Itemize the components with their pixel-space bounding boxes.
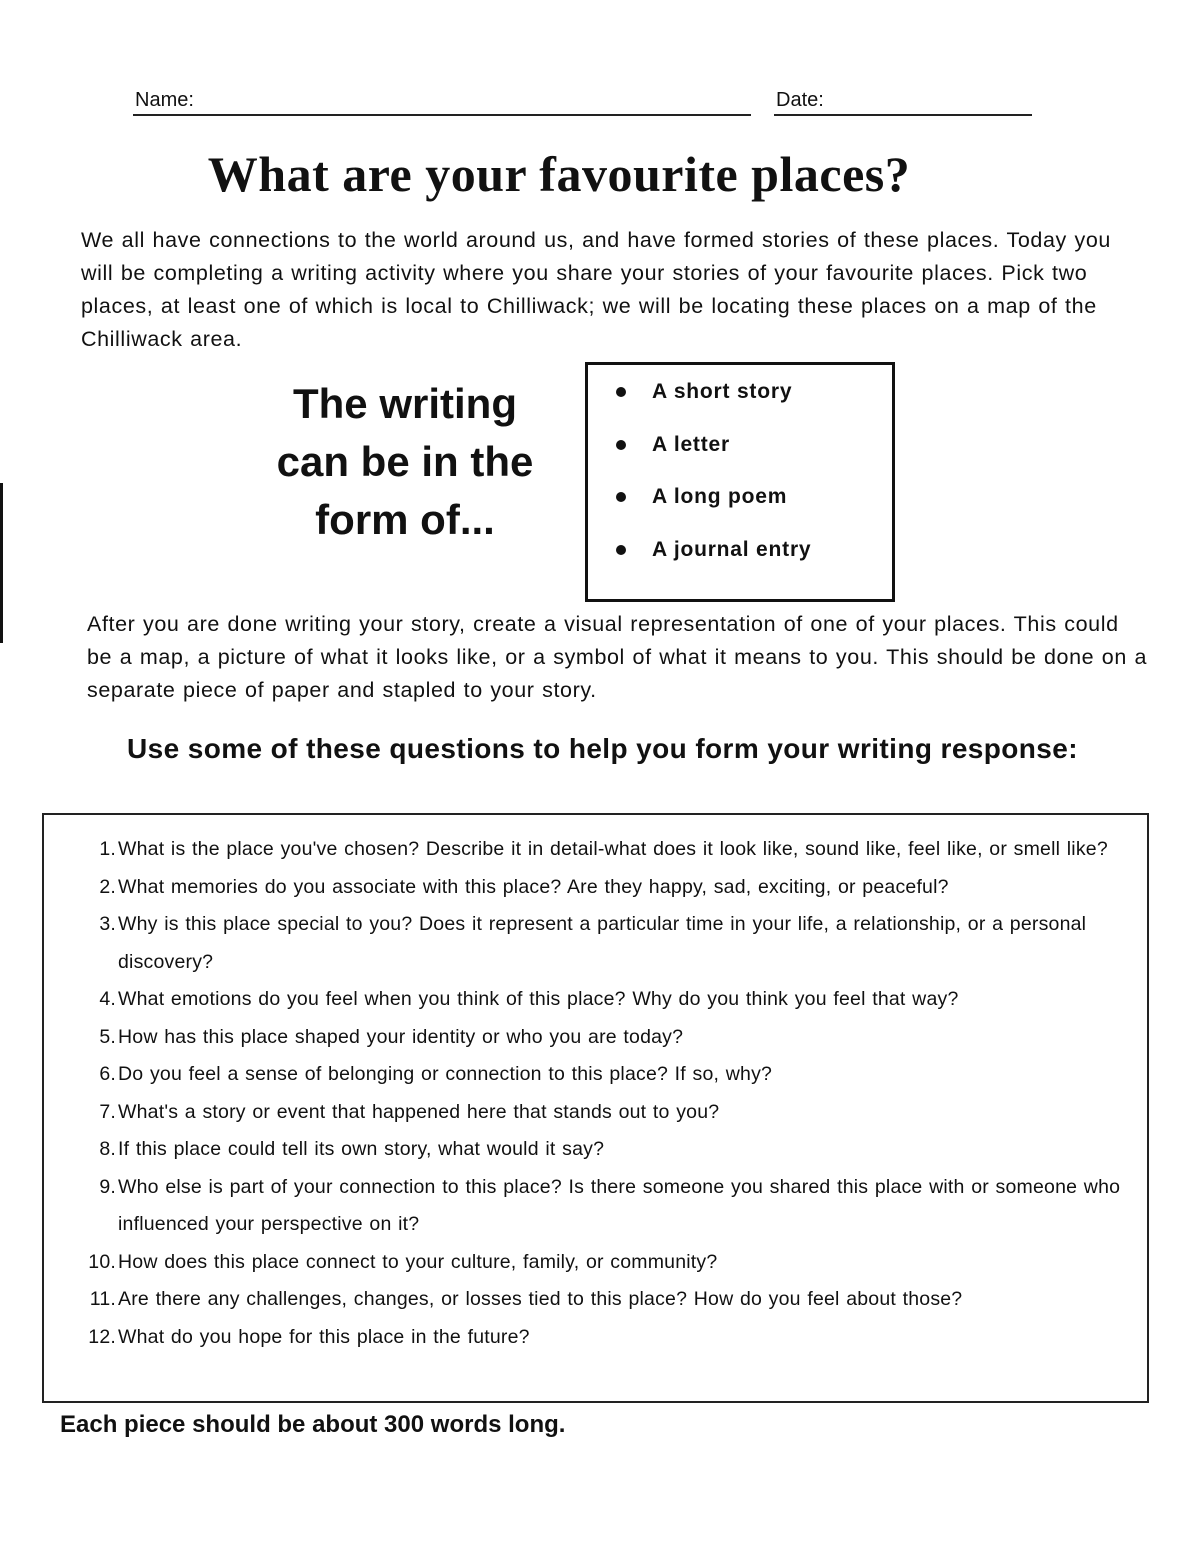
form-option-label: A letter: [652, 432, 730, 456]
question-number: 1.: [99, 838, 116, 860]
questions-heading: Use some of these questions to help you form your writing response:: [127, 733, 1078, 764]
form-option: [614, 373, 811, 426]
question-text: Why is this place special to you? Does it represent a particular time in your life, a relationship, or a personal discovery?: [118, 913, 1087, 973]
question-item: [44, 1281, 1134, 1319]
date-field[interactable]: [774, 88, 1032, 116]
margin-bar: [0, 483, 3, 643]
question-text: What's a story or event that happened here that stands out to you?: [118, 1100, 720, 1123]
question-item: [44, 981, 1134, 1019]
form-option-label: A journal entry: [652, 537, 812, 561]
form-options-box: [585, 362, 895, 602]
questions-box: [42, 813, 1149, 1403]
question-number: 8.: [99, 1138, 116, 1160]
questions-list: [44, 831, 1134, 1356]
question-number: 12.: [88, 1325, 116, 1348]
question-text: What emotions do you feel when you think of this place? Why do you think you feel that way?: [118, 988, 959, 1010]
question-number: 11.: [89, 1288, 116, 1310]
bullet-icon: [616, 492, 626, 502]
question-item: [44, 1169, 1134, 1244]
name-label: Name:: [135, 89, 194, 111]
bullet-icon: [616, 387, 626, 397]
question-number: 3.: [99, 913, 116, 935]
question-number: 5.: [99, 1025, 116, 1048]
question-item: [44, 1131, 1134, 1169]
question-text: What memories do you associate with this place? Are they happy, sad, exciting, or peaceful?: [118, 875, 949, 898]
question-item: [44, 1019, 1134, 1057]
question-text: Who else is part of your connection to this place? Is there someone you shared this place with or someone who influenced your perspective on it?: [118, 1175, 1121, 1235]
question-text: If this place could tell its own story, what would it say?: [118, 1138, 605, 1160]
form-heading: The writing can be in the form of...: [276, 380, 534, 543]
question-item: [44, 1056, 1134, 1094]
form-option: [614, 426, 811, 479]
intro-paragraph: We all have connections to the world around us, and have formed stories of these places. Today you will be completing a writing activity where you share your stories of your favourite places. Pick two places, at least one of which is local to Chilliwack; we will be locating these places on a map of the Chilliwack area.: [81, 228, 1111, 351]
question-number: 7.: [99, 1100, 116, 1123]
question-item: [44, 869, 1134, 907]
question-item: [44, 906, 1134, 981]
form-option-label: A long poem: [652, 485, 788, 508]
question-number: 2.: [99, 875, 116, 898]
question-number: 10.: [88, 1250, 116, 1273]
footer-note: Each piece should be about 300 words long.: [60, 1411, 566, 1438]
question-item: [44, 1244, 1134, 1282]
question-item: [44, 1094, 1134, 1132]
name-field[interactable]: [133, 88, 751, 116]
bullet-icon: [616, 440, 626, 450]
bullet-icon: [616, 545, 626, 555]
question-text: How has this place shaped your identity or who you are today?: [118, 1025, 684, 1048]
form-option: [614, 531, 811, 584]
question-number: 9.: [99, 1175, 116, 1198]
form-options-list: [614, 373, 811, 583]
form-option-label: A short story: [652, 380, 793, 403]
date-label: Date:: [776, 89, 824, 111]
page-title: What are your favourite places?: [207, 146, 911, 202]
question-number: 6.: [99, 1063, 116, 1085]
after-paragraph: After you are done writing your story, create a visual representation of one of your places. This could be a map, a picture of what it looks like, or a symbol of what it means to you. This should be done on a separate piece of paper and stapled to your story.: [87, 612, 1148, 702]
question-text: What is the place you've chosen? Describe it in detail-what does it look like, sound like, feel like, or smell like?: [118, 838, 1108, 860]
question-text: What do you hope for this place in the future?: [118, 1325, 530, 1348]
form-option: [614, 478, 811, 531]
question-number: 4.: [99, 988, 116, 1010]
question-item: [44, 1319, 1134, 1357]
question-text: How does this place connect to your culture, family, or community?: [118, 1250, 718, 1273]
question-item: [44, 831, 1134, 869]
question-text: Do you feel a sense of belonging or connection to this place? If so, why?: [118, 1063, 773, 1085]
question-text: Are there any challenges, changes, or losses tied to this place? How do you feel about those?: [118, 1288, 963, 1310]
